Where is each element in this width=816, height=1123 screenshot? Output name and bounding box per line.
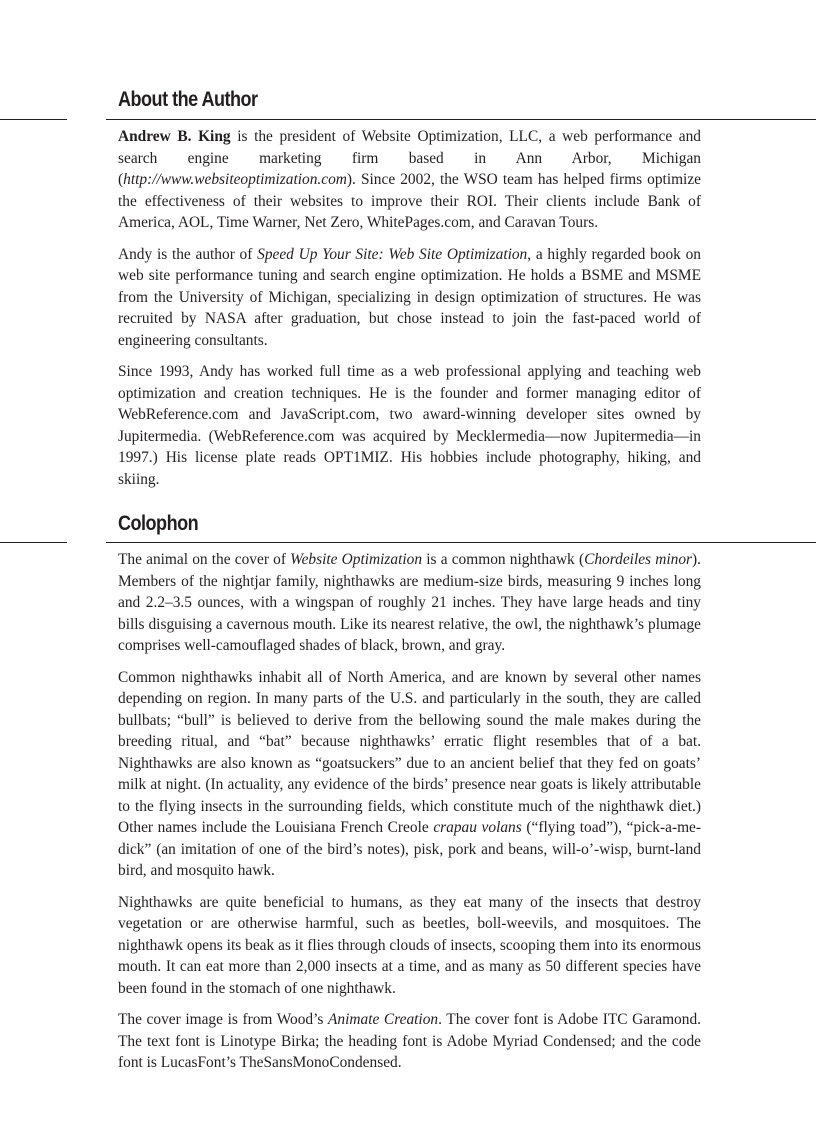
- about-author-body: [118, 126, 701, 490]
- colophon-paragraph-1: The animal on the cover of Website Optimization is a common nighthawk (Chordeiles minor). Members of the nightjar family, nighthawks are medium-size birds, measuring 9 inches long and 2.2–3.5 ounces, with a wingspan of roughly 21 inches. They have large heads and tiny bills disguising a cavernous mouth. Like its nearest relative, the owl, the nighthawk’s plumage comprises well-camouflaged shades of black, brown, and gray.: [118, 551, 701, 654]
- cover-image-source: Animate Creation: [328, 1011, 439, 1028]
- colophon-paragraph-2: Common nighthawks inhabit all of North America, and are known by several other names depending on region. In many parts of the U.S. and particularly in the south, they are called bullbats; “bull” is believed to derive from the bellowing sound the male makes during the breeding ritual, and “bat” because nighthawks’ erratic flight resembles that of a bat. Nighthawks are also known as “goatsuckers” due to an ancient belief that they fed on goats’ milk at night. (In actuality, any evidence of the birds’ presence near goats is likely attributable to the flying insects in the surrounding fields, which constitute much of the nighthawk diet.) Other names include the Louisiana French Creole crapau volans (“flying toad”), “pick-a-me-dick” (an imitation of one of the bird’s notes), pisk, pork and beans, will-o’-wisp, burnt-land bird, and mosquito hawk.: [118, 668, 701, 879]
- about-paragraph-1: Andrew B. King is the president of Website Optimization, LLC, a web performance and search engine marketing firm based in Ann Arbor, Michigan (http://www.websiteoptimization.com). Since 2002, the WSO team has helped firms optimize the effectiveness of their websites to improve their ROI. Their clients include Bank of America, AOL, Time Warner, Net Zero, WhitePages.com, and Caravan Tours.: [118, 128, 701, 231]
- colophon-rule-main: [106, 542, 816, 543]
- about-author-heading: About the Author: [118, 88, 258, 111]
- colophon-body: [118, 549, 701, 1074]
- colophon-paragraph-3: Nighthawks are quite beneficial to humans, as they eat many of the insects that destroy vegetation or are otherwise harmful, such as beetles, boll-weevils, and mosquitoes. The nighthawk opens its beak as it flies through clouds of insects, scooping them into its enormous mouth. It can eat more than 2,000 insects at a time, and as many as 50 different species have been found in the stomach of one nighthawk.: [118, 893, 701, 997]
- colophon-paragraph-4: The cover image is from Wood’s Animate Creation. The cover font is Adobe ITC Garamond. The text font is Linotype Birka; the heading font is Adobe Myriad Condensed; and the code font is LucasFont’s TheSansMonoCondensed.: [118, 1011, 701, 1071]
- species-name: Chordeiles minor: [584, 551, 693, 568]
- colophon-rule-left: [0, 542, 67, 543]
- about-paragraph-2: Andy is the author of Speed Up Your Site: Web Site Optimization, a highly regarded book on web site performance tuning and search engine optimization. He holds a BSME and MSME from the University of Michigan, specializing in design optimization of structures. He was recruited by NASA after graduation, but chose instead to join the fast-paced world of engineering consultants.: [118, 245, 701, 349]
- author-name: Andrew B. King: [118, 128, 231, 145]
- book-title: Speed Up Your Site: Web Site Optimization: [257, 245, 528, 263]
- website-url: http://www.websiteoptimization.com: [123, 171, 347, 188]
- heading-rule-main: [106, 119, 816, 120]
- creole-name: crapau volans: [433, 819, 522, 836]
- heading-rule-left: [0, 119, 67, 120]
- about-paragraph-3: Since 1993, Andy has worked full time as a web professional applying and teaching web optimization and creation techniques. He is the founder and former managing editor of WebReference.com and JavaScript.com, two award-winning developer sites owned by Jupitermedia. (WebReference.com was acquired by Mecklermedia—now Jupitermedia—in 1997.) His license plate reads OPT1MIZ. His hobbies include photography, hiking, and skiing.: [118, 363, 701, 488]
- colophon-heading: Colophon: [118, 512, 199, 535]
- cover-book-title: Website Optimization: [290, 551, 423, 568]
